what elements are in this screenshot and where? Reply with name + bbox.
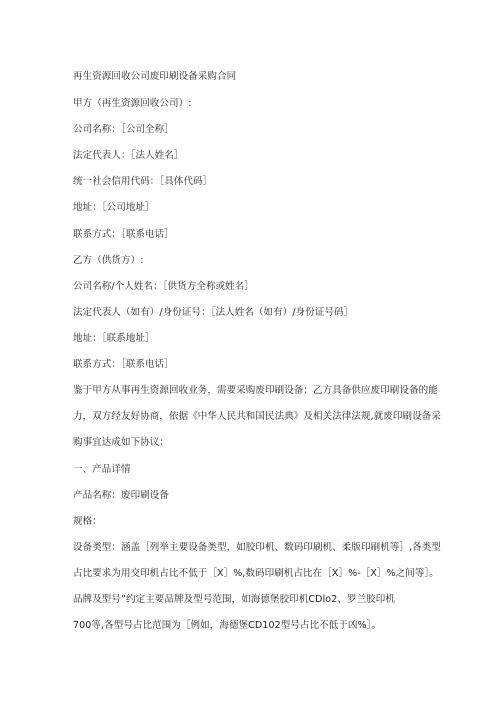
party-b-contact: 联系方式：［联系电话］ (73, 359, 174, 370)
document-title: 再生资源回收公司废印刷设备采购合同 (73, 71, 237, 82)
party-a-credit-code: 统一社会信用代码：［具体代码］ (73, 176, 213, 187)
equipment-types-line-2: 占比要求为用交印机占比不低于［X］%,数码印刷机占比在［X］%-［X］%之间等］。 (73, 568, 439, 579)
party-a-heading: 甲方（再生资源回收公司）: (73, 98, 192, 109)
section1-heading: 一、产品详情 (73, 464, 131, 475)
brand-model-line-1: 品牌及型号”约定主要品牌及型号范围，如海德堡胶印机CDlo2、罗兰胶印机 (73, 594, 395, 605)
party-a-contact: 联系方式：［联系电话］ (73, 229, 174, 240)
product-name: 产品名称：废印刷设备 (73, 490, 170, 501)
preamble-line-1: 鉴于甲方从事再生资源回收业务，需要采购废印刷设备；乙方具备供应废印刷设备的能 (73, 385, 438, 396)
party-a-company-name: 公司名称：［公司全称］ (73, 124, 174, 135)
party-b-legal-rep-id: 法定代表人（如有）/身份证号：［法人姓名（如有）/身份证号码］ (73, 307, 354, 318)
equipment-types-line-1: 设备类型：涵盖［列举主要设备类型，如胶印机、数码印刷机、柔版印刷机等］,各类型 (73, 542, 441, 553)
preamble-line-2: 力，双方经友好协商，依据《中华人民共和国民法典》及相关法律法规,就废印刷设备采 (73, 411, 441, 422)
party-b-name: 公司名称/个人姓名：［供货方全称或姓名］ (73, 281, 254, 292)
party-a-legal-rep: 法定代表人：［法人姓名］ (73, 150, 184, 161)
party-b-heading: 乙方（供货方）: (73, 255, 144, 266)
party-b-address: 地址：［联系地址］ (73, 333, 155, 344)
spec-label: 规格： (73, 516, 102, 527)
preamble-line-3: 购事宜达成如下协议： (73, 437, 170, 448)
brand-model-line-2: 700等,各型号占比范围为［例如，海德堡CD102型号占比不低于凶%］。 (73, 620, 382, 631)
party-a-address: 地址：［公司地址］ (73, 202, 155, 213)
